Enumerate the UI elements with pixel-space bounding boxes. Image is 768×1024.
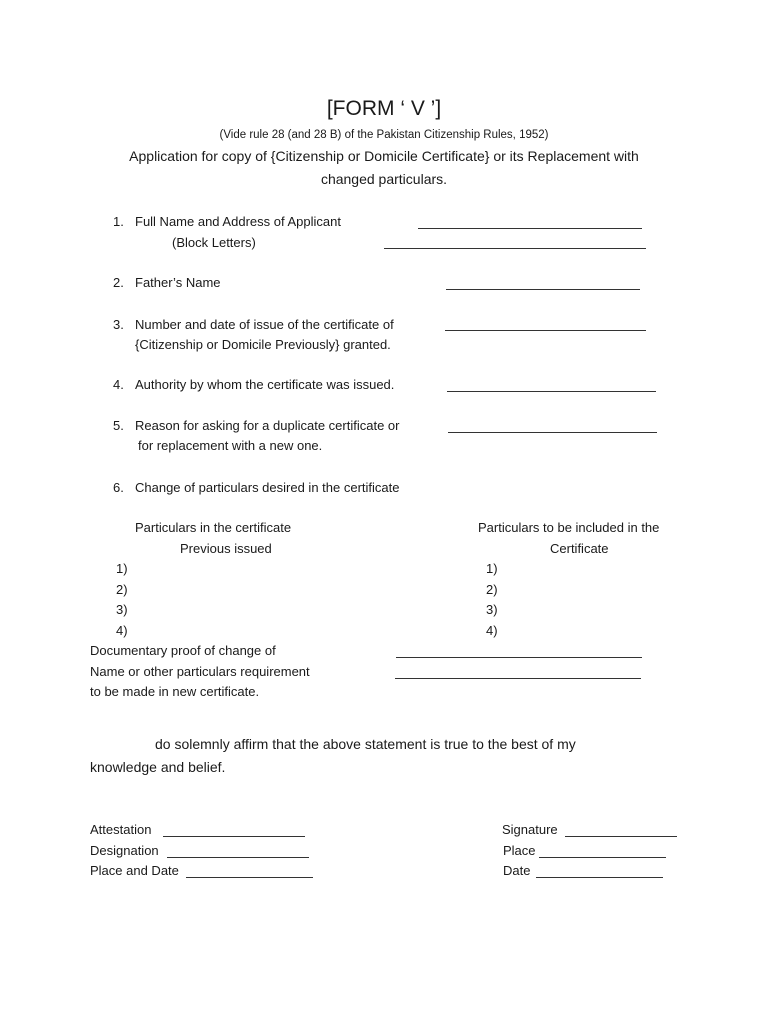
left-column-header-line1: Particulars in the certificate (135, 520, 292, 535)
item-3-number: 3. (113, 317, 124, 332)
designation-label: Designation (90, 843, 159, 858)
item-3-label: Number and date of issue of the certificate of (135, 317, 394, 332)
right-particular-number: 2) (486, 582, 498, 597)
item-6-number: 6. (113, 480, 124, 495)
item-1-blank-line-2[interactable] (384, 248, 646, 249)
item-1-number: 1. (113, 214, 124, 229)
item-2-label: Father’s Name (135, 275, 221, 290)
left-particular-number: 2) (116, 582, 128, 597)
date-label: Date (503, 863, 531, 878)
form-heading-line2: changed particulars. (320, 171, 448, 187)
item-5-sublabel: for replacement with a new one. (138, 438, 323, 453)
attestation-label: Attestation (90, 822, 152, 837)
left-particular-number: 1) (116, 561, 128, 576)
item-1-blank-line-1[interactable] (418, 228, 642, 229)
left-particular-number: 4) (116, 623, 128, 638)
item-5-blank-line[interactable] (448, 432, 657, 433)
item-2-blank-line[interactable] (446, 289, 640, 290)
attestation-blank-line[interactable] (163, 836, 305, 837)
place-label: Place (503, 843, 536, 858)
proof-label-line1: Documentary proof of change of (90, 643, 276, 658)
item-2-number: 2. (113, 275, 124, 290)
proof-blank-line-1[interactable] (396, 657, 642, 658)
form-subtitle: (Vide rule 28 (and 28 B) of the Pakistan Citizenship Rules, 1952) (219, 129, 549, 141)
place-and-date-label: Place and Date (90, 863, 179, 878)
right-column-header-line1: Particulars to be included in the (478, 520, 660, 535)
proof-blank-line-2[interactable] (395, 678, 641, 679)
left-column-header-line2: Previous issued (180, 541, 272, 556)
affirmation-line1: do solemnly affirm that the above statement is true to the best of my (155, 736, 576, 752)
form-heading-line1: Application for copy of {Citizenship or Domicile Certificate} or its Replacement with (129, 148, 639, 164)
item-4-label: Authority by whom the certificate was issued. (135, 377, 395, 392)
designation-blank-line[interactable] (167, 857, 309, 858)
item-4-number: 4. (113, 377, 124, 392)
item-3-sublabel: {Citizenship or Domicile Previously} granted. (135, 337, 391, 352)
right-particular-number: 3) (486, 602, 498, 617)
right-particular-number: 4) (486, 623, 498, 638)
right-column-header-line2: Certificate (550, 541, 609, 556)
item-4-blank-line[interactable] (447, 391, 656, 392)
left-particular-number: 3) (116, 602, 128, 617)
place-blank-line[interactable] (539, 857, 666, 858)
item-5-number: 5. (113, 418, 124, 433)
item-1-label: Full Name and Address of Applicant (135, 214, 341, 229)
item-6-label: Change of particulars desired in the certificate (135, 480, 400, 495)
affirmation-line2: knowledge and belief. (90, 759, 226, 775)
item-1-sublabel: (Block Letters) (172, 235, 256, 250)
form-title: [FORM ‘ V ’] (326, 97, 442, 120)
proof-label-line3: to be made in new certificate. (90, 684, 260, 699)
signature-label: Signature (502, 822, 558, 837)
proof-label-line2: Name or other particulars requirement (90, 664, 310, 679)
date-blank-line[interactable] (536, 877, 663, 878)
place-and-date-blank-line[interactable] (186, 877, 313, 878)
right-particular-number: 1) (486, 561, 498, 576)
item-5-label: Reason for asking for a duplicate certificate or (135, 418, 400, 433)
item-3-blank-line[interactable] (445, 330, 646, 331)
signature-blank-line[interactable] (565, 836, 677, 837)
